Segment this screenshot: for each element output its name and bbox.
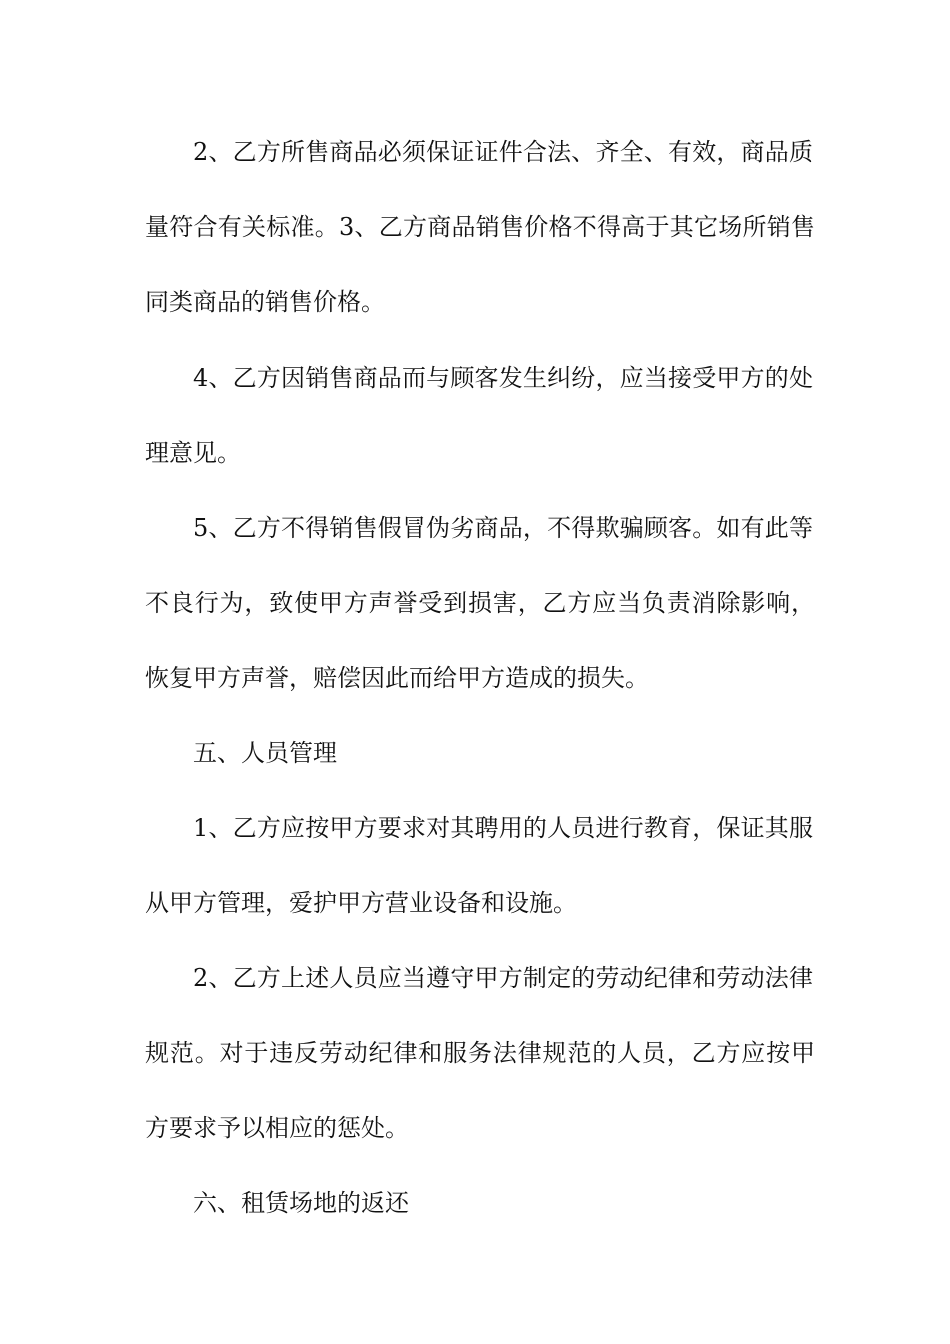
paragraph-line: 同类商品的销售价格。 [145,288,385,316]
paragraph-line: 不良行为，致使甲方声誉受到损害，乙方应当负责消除影响， [145,589,815,617]
paragraph-line: 方要求予以相应的惩处。 [145,1114,409,1142]
section-heading: 五、人员管理 [193,739,337,767]
paragraph-line: 恢复甲方声誉，赔偿因此而给甲方造成的损失。 [145,664,649,692]
section-heading: 六、租赁场地的返还 [193,1189,409,1217]
paragraph-line: 5、乙方不得销售假冒伪劣商品，不得欺骗顾客。如有此等 [193,514,813,542]
paragraph-line: 量符合有关标准。3、乙方商品销售价格不得高于其它场所销售 [145,213,815,241]
paragraph-line: 1、乙方应按甲方要求对其聘用的人员进行教育，保证其服 [193,814,813,842]
paragraph-line: 2、乙方上述人员应当遵守甲方制定的劳动纪律和劳动法律 [193,964,813,992]
paragraph-line: 4、乙方因销售商品而与顾客发生纠纷，应当接受甲方的处 [193,364,813,392]
paragraph-line: 从甲方管理，爱护甲方营业设备和设施。 [145,889,577,917]
paragraph-line: 2、乙方所售商品必须保证证件合法、齐全、有效，商品质 [193,138,813,166]
paragraph-line: 理意见。 [145,439,241,467]
paragraph-line: 规范。对于违反劳动纪律和服务法律规范的人员，乙方应按甲 [145,1039,815,1067]
